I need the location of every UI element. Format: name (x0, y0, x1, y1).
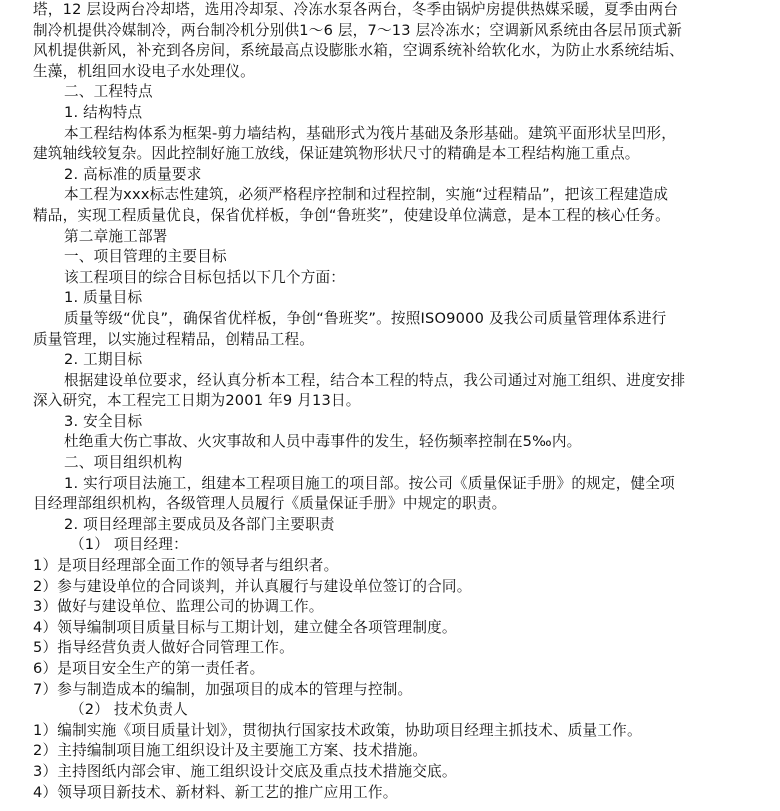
text-line: 质量管理，以实施过程精品，创精品工程。 (33, 330, 315, 348)
text-line: 塔，12 层设两台冷却塔，选用冷却泵、冷冻水泵各两台，冬季由锅炉房提供热媒采暖，夏季由两台 (33, 1, 679, 18)
role-heading: （2） 技术负责人 (70, 701, 188, 719)
text-line: 建筑轴线较复杂。因此控制好施工放线，保证建筑物形状尺寸的精确是本工程结构施工重点。 (33, 145, 640, 163)
chapter-heading: 第二章施工部署 (64, 227, 168, 245)
list-item: 1）是项目经理部全面工作的领导者与组织者。 (33, 557, 339, 575)
text-line: 风机提供新风，补充到各房间，系统最高点设膨胀水箱，空调系统补给软化水，为防止水系统结垢、 (33, 42, 684, 60)
list-item: 1）编制实施《项目质量计划》，贯彻执行国家技术政策，协助项目经理主抓技术、质量工作。 (33, 721, 642, 739)
list-item: 4）领导编制项目质量目标与工期计划，建立健全各项管理制度。 (33, 618, 457, 636)
subsection-heading: 2. 工期目标 (64, 351, 143, 369)
text-line: 该工程项目的综合目标包括以下几个方面： (64, 268, 346, 286)
section-heading: 二、工程特点 (64, 83, 153, 101)
subsection-heading: 3. 安全目标 (64, 412, 143, 430)
list-item: 3）做好与建设单位、监理公司的协调工作。 (33, 598, 324, 616)
subsection-heading: 2. 高标准的质量要求 (64, 165, 202, 183)
text-line: 制冷机提供冷媒制冷，两台制冷机分别供1～6 层，7～13 层冷冻水；空调新风系统由各层吊顶式新 (33, 21, 682, 39)
list-item: 2）主持编制项目施工组织设计及主要施工方案、技术措施。 (33, 742, 428, 760)
list-item: 3）主持图纸内部会审、施工组织设计交底及重点技术措施交底。 (33, 762, 457, 780)
section-heading: 二、项目组织机构 (64, 454, 183, 472)
text-line: 生藻，机组回水设电子水处理仪。 (33, 62, 255, 80)
text-line: 目经理部组织机构，各级管理人员履行《质量保证手册》中规定的职责。 (33, 495, 507, 513)
subsection-heading: 1. 结构特点 (64, 103, 143, 121)
text-line: 质量等级“优良”，确保省优样板，争创“鲁班奖”。按照ISO9000 及我公司质量管理体系进行 (64, 309, 667, 327)
text-line: 深入研究，本工程完工日期为2001 年9 月13日。 (33, 392, 361, 410)
list-item: 7）参与制造成本的编制，加强项目的成本的管理与控制。 (33, 680, 413, 698)
subsection-heading: 1. 质量目标 (64, 289, 143, 307)
role-heading: （1） 项目经理： (70, 536, 188, 554)
text-line: 1. 实行项目法施工，组建本工程项目施工的项目部。按公司《质量保证手册》的规定，健全项 (64, 474, 675, 492)
text-line: 精品，实现工程质量优良，保省优样板，争创“鲁班奖”，使建设单位满意，是本工程的核心任务。 (33, 206, 670, 224)
text-line: 本工程结构体系为框架-剪力墙结构，基础形式为筏片基础及条形基础。建筑平面形状呈凹形， (64, 124, 677, 142)
text-line: 根据建设单位要求，经认真分析本工程，结合本工程的特点，我公司通过对施工组织、进度安排 (64, 371, 686, 389)
text-line: 杜绝重大伤亡事故、火灾事故和人员中毒事件的发生，轻伤频率控制在5‰内。 (64, 433, 582, 451)
section-heading: 一、项目管理的主要目标 (64, 248, 227, 266)
list-item: 5）指导经营负责人做好合同管理工作。 (33, 639, 294, 657)
text-line: 本工程为xxx标志性建筑，必须严格程序控制和过程控制，实施“过程精品”，把该工程建造成 (64, 186, 669, 204)
list-item: 4）领导项目新技术、新材料、新工艺的推广应用工作。 (33, 783, 398, 801)
list-item: 6）是项目安全生产的第一责任者。 (33, 660, 265, 677)
subsection-heading: 2. 项目经理部主要成员及各部门主要职责 (64, 515, 335, 533)
list-item: 2）参与建设单位的合同谈判，并认真履行与建设单位签订的合同。 (33, 577, 472, 595)
